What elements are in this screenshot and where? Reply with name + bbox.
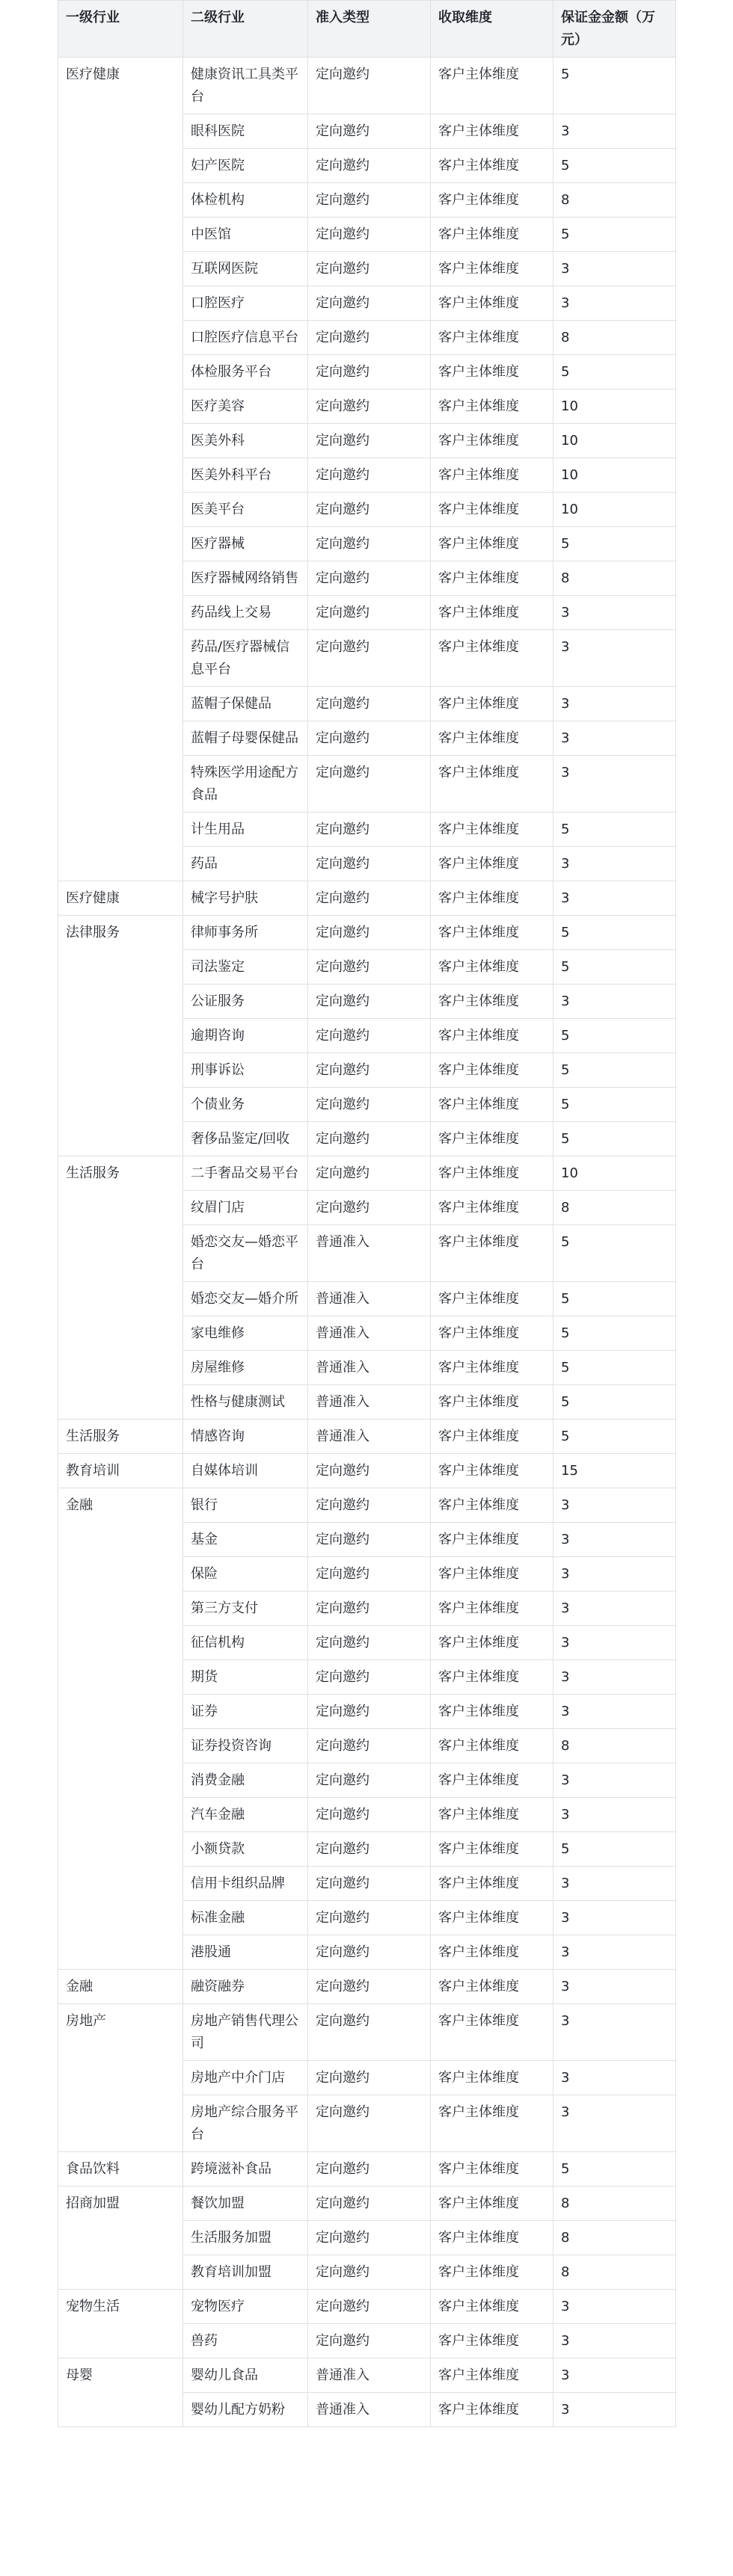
secondary-industry-cell: 婚恋交友—婚介所 (183, 1282, 308, 1316)
primary-industry-cell: 宠物生活 (58, 2290, 183, 2358)
secondary-industry-cell: 逾期咨询 (183, 1019, 308, 1053)
secondary-industry-cell: 小额贷款 (183, 1832, 308, 1867)
charge-dimension-cell: 客户主体维度 (431, 2393, 553, 2427)
charge-dimension-cell: 客户主体维度 (431, 881, 553, 916)
secondary-industry-cell: 性格与健康测试 (183, 1385, 308, 1420)
charge-dimension-cell: 客户主体维度 (431, 1019, 553, 1053)
charge-dimension-cell: 客户主体维度 (431, 1156, 553, 1191)
secondary-industry-cell: 刑事诉讼 (183, 1053, 308, 1088)
deposit-amount-cell: 3 (553, 687, 676, 721)
deposit-amount-cell: 5 (553, 1316, 676, 1351)
table-row (58, 1454, 676, 1488)
access-type-cell: 定向邀约 (308, 183, 431, 218)
deposit-amount-cell: 3 (553, 985, 676, 1019)
header-access-type: 准入类型 (308, 1, 431, 58)
secondary-industry-cell: 兽药 (183, 2324, 308, 2358)
access-type-cell: 定向邀约 (308, 1557, 431, 1591)
charge-dimension-cell: 客户主体维度 (431, 1122, 553, 1156)
charge-dimension-cell: 客户主体维度 (431, 252, 553, 286)
charge-dimension-cell: 客户主体维度 (431, 950, 553, 985)
deposit-amount-cell: 5 (553, 1282, 676, 1316)
access-type-cell: 定向邀约 (308, 561, 431, 596)
charge-dimension-cell: 客户主体维度 (431, 847, 553, 881)
deposit-amount-cell: 10 (553, 389, 676, 424)
access-type-cell: 定向邀约 (308, 2221, 431, 2255)
charge-dimension-cell: 客户主体维度 (431, 1626, 553, 1660)
primary-industry-cell: 医疗健康 (58, 58, 183, 881)
access-type-cell: 定向邀约 (308, 1454, 431, 1488)
access-type-cell: 普通准入 (308, 2393, 431, 2427)
secondary-industry-cell: 情感咨询 (183, 1420, 308, 1454)
deposit-amount-cell: 10 (553, 458, 676, 493)
secondary-industry-cell: 房地产中介门店 (183, 2061, 308, 2095)
access-type-cell: 定向邀约 (308, 389, 431, 424)
access-type-cell: 定向邀约 (308, 149, 431, 183)
charge-dimension-cell: 客户主体维度 (431, 389, 553, 424)
access-type-cell: 定向邀约 (308, 1488, 431, 1523)
deposit-amount-cell: 5 (553, 527, 676, 561)
access-type-cell: 普通准入 (308, 1420, 431, 1454)
access-type-cell: 定向邀约 (308, 218, 431, 252)
secondary-industry-cell: 婴幼儿食品 (183, 2358, 308, 2393)
charge-dimension-cell: 客户主体维度 (431, 321, 553, 355)
secondary-industry-cell: 宠物医疗 (183, 2290, 308, 2324)
secondary-industry-cell: 家电维修 (183, 1316, 308, 1351)
charge-dimension-cell: 客户主体维度 (431, 1282, 553, 1316)
deposit-amount-cell: 5 (553, 1832, 676, 1867)
secondary-industry-cell: 计生用品 (183, 813, 308, 847)
deposit-amount-cell: 8 (553, 1191, 676, 1225)
primary-industry-cell: 食品饮料 (58, 2152, 183, 2187)
deposit-amount-cell: 8 (553, 321, 676, 355)
access-type-cell: 定向邀约 (308, 493, 431, 527)
secondary-industry-cell: 基金 (183, 1523, 308, 1557)
secondary-industry-cell: 婴幼儿配方奶粉 (183, 2393, 308, 2427)
access-type-cell: 定向邀约 (308, 813, 431, 847)
access-type-cell: 定向邀约 (308, 286, 431, 321)
secondary-industry-cell: 医疗器械 (183, 527, 308, 561)
charge-dimension-cell: 客户主体维度 (431, 756, 553, 813)
deposit-amount-cell: 3 (553, 114, 676, 149)
secondary-industry-cell: 信用卡组织品牌 (183, 1867, 308, 1901)
charge-dimension-cell: 客户主体维度 (431, 1660, 553, 1695)
primary-industry-cell: 房地产 (58, 2004, 183, 2152)
deposit-amount-cell: 3 (553, 596, 676, 630)
deposit-amount-cell: 3 (553, 847, 676, 881)
secondary-industry-cell: 房地产销售代理公司 (183, 2004, 308, 2061)
secondary-industry-cell: 保险 (183, 1557, 308, 1591)
deposit-amount-cell: 5 (553, 58, 676, 114)
deposit-amount-cell: 8 (553, 2255, 676, 2290)
charge-dimension-cell: 客户主体维度 (431, 630, 553, 687)
secondary-industry-cell: 中医馆 (183, 218, 308, 252)
access-type-cell: 定向邀约 (308, 596, 431, 630)
secondary-industry-cell: 纹眉门店 (183, 1191, 308, 1225)
charge-dimension-cell: 客户主体维度 (431, 1867, 553, 1901)
access-type-cell: 定向邀约 (308, 2004, 431, 2061)
secondary-industry-cell: 体检机构 (183, 183, 308, 218)
primary-industry-cell: 母婴 (58, 2358, 183, 2427)
charge-dimension-cell: 客户主体维度 (431, 1935, 553, 1970)
deposit-amount-cell: 3 (553, 1660, 676, 1695)
primary-industry-cell: 教育培训 (58, 1454, 183, 1488)
access-type-cell: 定向邀约 (308, 1935, 431, 1970)
header-secondary-industry: 二级行业 (183, 1, 308, 58)
deposit-amount-cell: 3 (553, 756, 676, 813)
deposit-amount-cell: 5 (553, 1053, 676, 1088)
access-type-cell: 定向邀约 (308, 2290, 431, 2324)
access-type-cell: 定向邀约 (308, 2152, 431, 2187)
deposit-amount-cell: 5 (553, 916, 676, 950)
access-type-cell: 定向邀约 (308, 1122, 431, 1156)
charge-dimension-cell: 客户主体维度 (431, 1351, 553, 1385)
charge-dimension-cell: 客户主体维度 (431, 2324, 553, 2358)
secondary-industry-cell: 互联网医院 (183, 252, 308, 286)
access-type-cell: 定向邀约 (308, 1901, 431, 1935)
charge-dimension-cell: 客户主体维度 (431, 2255, 553, 2290)
access-type-cell: 定向邀约 (308, 916, 431, 950)
table-row (58, 1156, 676, 1191)
deposit-amount-cell: 5 (553, 813, 676, 847)
primary-industry-cell: 生活服务 (58, 1420, 183, 1454)
access-type-cell: 定向邀约 (308, 424, 431, 458)
access-type-cell: 定向邀约 (308, 2324, 431, 2358)
charge-dimension-cell: 客户主体维度 (431, 218, 553, 252)
deposit-amount-cell: 5 (553, 1122, 676, 1156)
deposit-amount-cell: 10 (553, 493, 676, 527)
table-row (58, 916, 676, 950)
charge-dimension-cell: 客户主体维度 (431, 1385, 553, 1420)
deposit-amount-cell: 3 (553, 2358, 676, 2393)
charge-dimension-cell: 客户主体维度 (431, 985, 553, 1019)
deposit-amount-cell: 5 (553, 355, 676, 389)
charge-dimension-cell: 客户主体维度 (431, 458, 553, 493)
charge-dimension-cell: 客户主体维度 (431, 2358, 553, 2393)
secondary-industry-cell: 司法鉴定 (183, 950, 308, 985)
secondary-industry-cell: 婚恋交友—婚恋平台 (183, 1225, 308, 1282)
access-type-cell: 定向邀约 (308, 1832, 431, 1867)
access-type-cell: 定向邀约 (308, 114, 431, 149)
charge-dimension-cell: 客户主体维度 (431, 1798, 553, 1832)
secondary-industry-cell: 教育培训加盟 (183, 2255, 308, 2290)
deposit-amount-cell: 3 (553, 1901, 676, 1935)
access-type-cell: 定向邀约 (308, 950, 431, 985)
access-type-cell: 定向邀约 (308, 2187, 431, 2221)
access-type-cell: 定向邀约 (308, 1798, 431, 1832)
access-type-cell: 普通准入 (308, 1351, 431, 1385)
access-type-cell: 定向邀约 (308, 1088, 431, 1122)
primary-industry-cell: 金融 (58, 1970, 183, 2004)
table-row (58, 1488, 676, 1523)
access-type-cell: 定向邀约 (308, 721, 431, 756)
charge-dimension-cell: 客户主体维度 (431, 1557, 553, 1591)
charge-dimension-cell: 客户主体维度 (431, 1191, 553, 1225)
deposit-amount-cell: 5 (553, 2152, 676, 2187)
access-type-cell: 定向邀约 (308, 847, 431, 881)
deposit-amount-cell: 3 (553, 252, 676, 286)
access-type-cell: 定向邀约 (308, 985, 431, 1019)
access-type-cell: 定向邀约 (308, 1695, 431, 1729)
primary-industry-cell: 法律服务 (58, 916, 183, 1156)
access-type-cell: 定向邀约 (308, 1191, 431, 1225)
charge-dimension-cell: 客户主体维度 (431, 561, 553, 596)
secondary-industry-cell: 自媒体培训 (183, 1454, 308, 1488)
deposit-amount-cell: 15 (553, 1454, 676, 1488)
deposit-amount-cell: 5 (553, 1088, 676, 1122)
charge-dimension-cell: 客户主体维度 (431, 355, 553, 389)
charge-dimension-cell: 客户主体维度 (431, 1488, 553, 1523)
access-type-cell: 定向邀约 (308, 1053, 431, 1088)
primary-industry-cell: 生活服务 (58, 1156, 183, 1420)
secondary-industry-cell: 餐饮加盟 (183, 2187, 308, 2221)
table-row (58, 58, 676, 114)
charge-dimension-cell: 客户主体维度 (431, 527, 553, 561)
access-type-cell: 普通准入 (308, 1316, 431, 1351)
deposit-amount-cell: 5 (553, 1385, 676, 1420)
access-type-cell: 定向邀约 (308, 458, 431, 493)
table-row (58, 2358, 676, 2393)
charge-dimension-cell: 客户主体维度 (431, 1763, 553, 1798)
charge-dimension-cell: 客户主体维度 (431, 2290, 553, 2324)
access-type-cell: 定向邀约 (308, 1970, 431, 2004)
deposit-amount-cell: 3 (553, 1626, 676, 1660)
secondary-industry-cell: 二手奢品交易平台 (183, 1156, 308, 1191)
deposit-amount-cell: 3 (553, 1798, 676, 1832)
table-row (58, 2290, 676, 2324)
access-type-cell: 定向邀约 (308, 1523, 431, 1557)
charge-dimension-cell: 客户主体维度 (431, 2004, 553, 2061)
secondary-industry-cell: 证券投资咨询 (183, 1729, 308, 1763)
charge-dimension-cell: 客户主体维度 (431, 424, 553, 458)
deposit-amount-cell: 8 (553, 561, 676, 596)
charge-dimension-cell: 客户主体维度 (431, 2152, 553, 2187)
secondary-industry-cell: 蓝帽子保健品 (183, 687, 308, 721)
access-type-cell: 定向邀约 (308, 2255, 431, 2290)
access-type-cell: 定向邀约 (308, 1156, 431, 1191)
secondary-industry-cell: 奢侈品鉴定/回收 (183, 1122, 308, 1156)
header-row (58, 1, 676, 58)
secondary-industry-cell: 药品 (183, 847, 308, 881)
deposit-amount-cell: 3 (553, 2290, 676, 2324)
charge-dimension-cell: 客户主体维度 (431, 2095, 553, 2152)
access-type-cell: 普通准入 (308, 1225, 431, 1282)
deposit-amount-cell: 3 (553, 1523, 676, 1557)
secondary-industry-cell: 械字号护肤 (183, 881, 308, 916)
charge-dimension-cell: 客户主体维度 (431, 493, 553, 527)
deposit-amount-cell: 10 (553, 1156, 676, 1191)
charge-dimension-cell: 客户主体维度 (431, 1729, 553, 1763)
deposit-amount-cell: 3 (553, 286, 676, 321)
deposit-amount-cell: 3 (553, 1557, 676, 1591)
charge-dimension-cell: 客户主体维度 (431, 114, 553, 149)
secondary-industry-cell: 妇产医院 (183, 149, 308, 183)
table-row (58, 2152, 676, 2187)
secondary-industry-cell: 健康资讯工具类平台 (183, 58, 308, 114)
charge-dimension-cell: 客户主体维度 (431, 596, 553, 630)
access-type-cell: 定向邀约 (308, 630, 431, 687)
secondary-industry-cell: 第三方支付 (183, 1591, 308, 1626)
access-type-cell: 定向邀约 (308, 58, 431, 114)
deposit-amount-cell: 3 (553, 881, 676, 916)
deposit-amount-cell: 3 (553, 1970, 676, 2004)
deposit-amount-cell: 5 (553, 1225, 676, 1282)
charge-dimension-cell: 客户主体维度 (431, 1901, 553, 1935)
table-body (58, 58, 676, 2427)
access-type-cell: 定向邀约 (308, 1591, 431, 1626)
secondary-industry-cell: 房地产综合服务平台 (183, 2095, 308, 2152)
charge-dimension-cell: 客户主体维度 (431, 1970, 553, 2004)
charge-dimension-cell: 客户主体维度 (431, 286, 553, 321)
header-deposit-amount: 保证金金额（万元） (553, 1, 676, 58)
secondary-industry-cell: 药品/医疗器械信息平台 (183, 630, 308, 687)
secondary-industry-cell: 标准金融 (183, 1901, 308, 1935)
secondary-industry-cell: 医疗器械网络销售 (183, 561, 308, 596)
deposit-amount-cell: 3 (553, 2095, 676, 2152)
charge-dimension-cell: 客户主体维度 (431, 1695, 553, 1729)
charge-dimension-cell: 客户主体维度 (431, 1454, 553, 1488)
charge-dimension-cell: 客户主体维度 (431, 1225, 553, 1282)
access-type-cell: 定向邀约 (308, 1626, 431, 1660)
deposit-amount-cell: 3 (553, 1867, 676, 1901)
access-type-cell: 定向邀约 (308, 2095, 431, 2152)
header-primary-industry: 一级行业 (58, 1, 183, 58)
charge-dimension-cell: 客户主体维度 (431, 183, 553, 218)
access-type-cell: 定向邀约 (308, 756, 431, 813)
charge-dimension-cell: 客户主体维度 (431, 687, 553, 721)
charge-dimension-cell: 客户主体维度 (431, 2187, 553, 2221)
access-type-cell: 定向邀约 (308, 687, 431, 721)
secondary-industry-cell: 证券 (183, 1695, 308, 1729)
deposit-amount-cell: 3 (553, 1695, 676, 1729)
access-type-cell: 定向邀约 (308, 881, 431, 916)
secondary-industry-cell: 个债业务 (183, 1088, 308, 1122)
secondary-industry-cell: 消费金融 (183, 1763, 308, 1798)
charge-dimension-cell: 客户主体维度 (431, 2221, 553, 2255)
deposit-amount-cell: 3 (553, 2393, 676, 2427)
deposit-amount-cell: 3 (553, 630, 676, 687)
access-type-cell: 定向邀约 (308, 355, 431, 389)
secondary-industry-cell: 融资融券 (183, 1970, 308, 2004)
table-row (58, 2004, 676, 2061)
deposit-amount-cell: 3 (553, 1935, 676, 1970)
secondary-industry-cell: 生活服务加盟 (183, 2221, 308, 2255)
deposit-amount-cell: 5 (553, 1351, 676, 1385)
secondary-industry-cell: 医疗美容 (183, 389, 308, 424)
secondary-industry-cell: 银行 (183, 1488, 308, 1523)
secondary-industry-cell: 房屋维修 (183, 1351, 308, 1385)
deposit-amount-cell: 8 (553, 183, 676, 218)
deposit-amount-cell: 3 (553, 2324, 676, 2358)
charge-dimension-cell: 客户主体维度 (431, 1832, 553, 1867)
table-header (58, 1, 676, 58)
deposit-amount-cell: 8 (553, 1729, 676, 1763)
deposit-amount-cell: 8 (553, 2187, 676, 2221)
deposit-amount-cell: 5 (553, 1019, 676, 1053)
charge-dimension-cell: 客户主体维度 (431, 149, 553, 183)
secondary-industry-cell: 体检服务平台 (183, 355, 308, 389)
access-type-cell: 定向邀约 (308, 1019, 431, 1053)
primary-industry-cell: 医疗健康 (58, 881, 183, 916)
secondary-industry-cell: 口腔医疗 (183, 286, 308, 321)
charge-dimension-cell: 客户主体维度 (431, 1591, 553, 1626)
deposit-amount-cell: 8 (553, 2221, 676, 2255)
secondary-industry-cell: 医美外科 (183, 424, 308, 458)
access-type-cell: 定向邀约 (308, 527, 431, 561)
secondary-industry-cell: 征信机构 (183, 1626, 308, 1660)
deposit-amount-cell: 3 (553, 1763, 676, 1798)
deposit-amount-cell: 5 (553, 218, 676, 252)
secondary-industry-cell: 医美外科平台 (183, 458, 308, 493)
charge-dimension-cell: 客户主体维度 (431, 2061, 553, 2095)
header-charge-dimension: 收取维度 (431, 1, 553, 58)
access-type-cell: 普通准入 (308, 1385, 431, 1420)
secondary-industry-cell: 期货 (183, 1660, 308, 1695)
charge-dimension-cell: 客户主体维度 (431, 1053, 553, 1088)
access-type-cell: 普通准入 (308, 2358, 431, 2393)
secondary-industry-cell: 口腔医疗信息平台 (183, 321, 308, 355)
table-row (58, 1970, 676, 2004)
primary-industry-cell: 金融 (58, 1488, 183, 1970)
secondary-industry-cell: 律师事务所 (183, 916, 308, 950)
charge-dimension-cell: 客户主体维度 (431, 916, 553, 950)
secondary-industry-cell: 蓝帽子母婴保健品 (183, 721, 308, 756)
secondary-industry-cell: 公证服务 (183, 985, 308, 1019)
deposit-amount-cell: 5 (553, 1420, 676, 1454)
access-type-cell: 定向邀约 (308, 1763, 431, 1798)
deposit-amount-cell: 3 (553, 2004, 676, 2061)
deposit-amount-cell: 3 (553, 2061, 676, 2095)
deposit-amount-cell: 3 (553, 721, 676, 756)
deposit-amount-cell: 5 (553, 149, 676, 183)
table-row (58, 2187, 676, 2221)
charge-dimension-cell: 客户主体维度 (431, 721, 553, 756)
deposit-amount-cell: 3 (553, 1591, 676, 1626)
secondary-industry-cell: 医美平台 (183, 493, 308, 527)
secondary-industry-cell: 特殊医学用途配方食品 (183, 756, 308, 813)
secondary-industry-cell: 眼科医院 (183, 114, 308, 149)
access-type-cell: 定向邀约 (308, 2061, 431, 2095)
deposit-amount-cell: 5 (553, 950, 676, 985)
charge-dimension-cell: 客户主体维度 (431, 1088, 553, 1122)
deposit-table (58, 0, 676, 2427)
secondary-industry-cell: 药品线上交易 (183, 596, 308, 630)
charge-dimension-cell: 客户主体维度 (431, 1316, 553, 1351)
primary-industry-cell: 招商加盟 (58, 2187, 183, 2290)
charge-dimension-cell: 客户主体维度 (431, 58, 553, 114)
access-type-cell: 定向邀约 (308, 321, 431, 355)
access-type-cell: 定向邀约 (308, 252, 431, 286)
access-type-cell: 定向邀约 (308, 1660, 431, 1695)
charge-dimension-cell: 客户主体维度 (431, 813, 553, 847)
deposit-amount-cell: 10 (553, 424, 676, 458)
deposit-amount-cell: 3 (553, 1488, 676, 1523)
access-type-cell: 定向邀约 (308, 1729, 431, 1763)
secondary-industry-cell: 港股通 (183, 1935, 308, 1970)
secondary-industry-cell: 汽车金融 (183, 1798, 308, 1832)
access-type-cell: 定向邀约 (308, 1867, 431, 1901)
table-row (58, 881, 676, 916)
secondary-industry-cell: 跨境滋补食品 (183, 2152, 308, 2187)
charge-dimension-cell: 客户主体维度 (431, 1420, 553, 1454)
access-type-cell: 普通准入 (308, 1282, 431, 1316)
table-row (58, 1420, 676, 1454)
charge-dimension-cell: 客户主体维度 (431, 1523, 553, 1557)
